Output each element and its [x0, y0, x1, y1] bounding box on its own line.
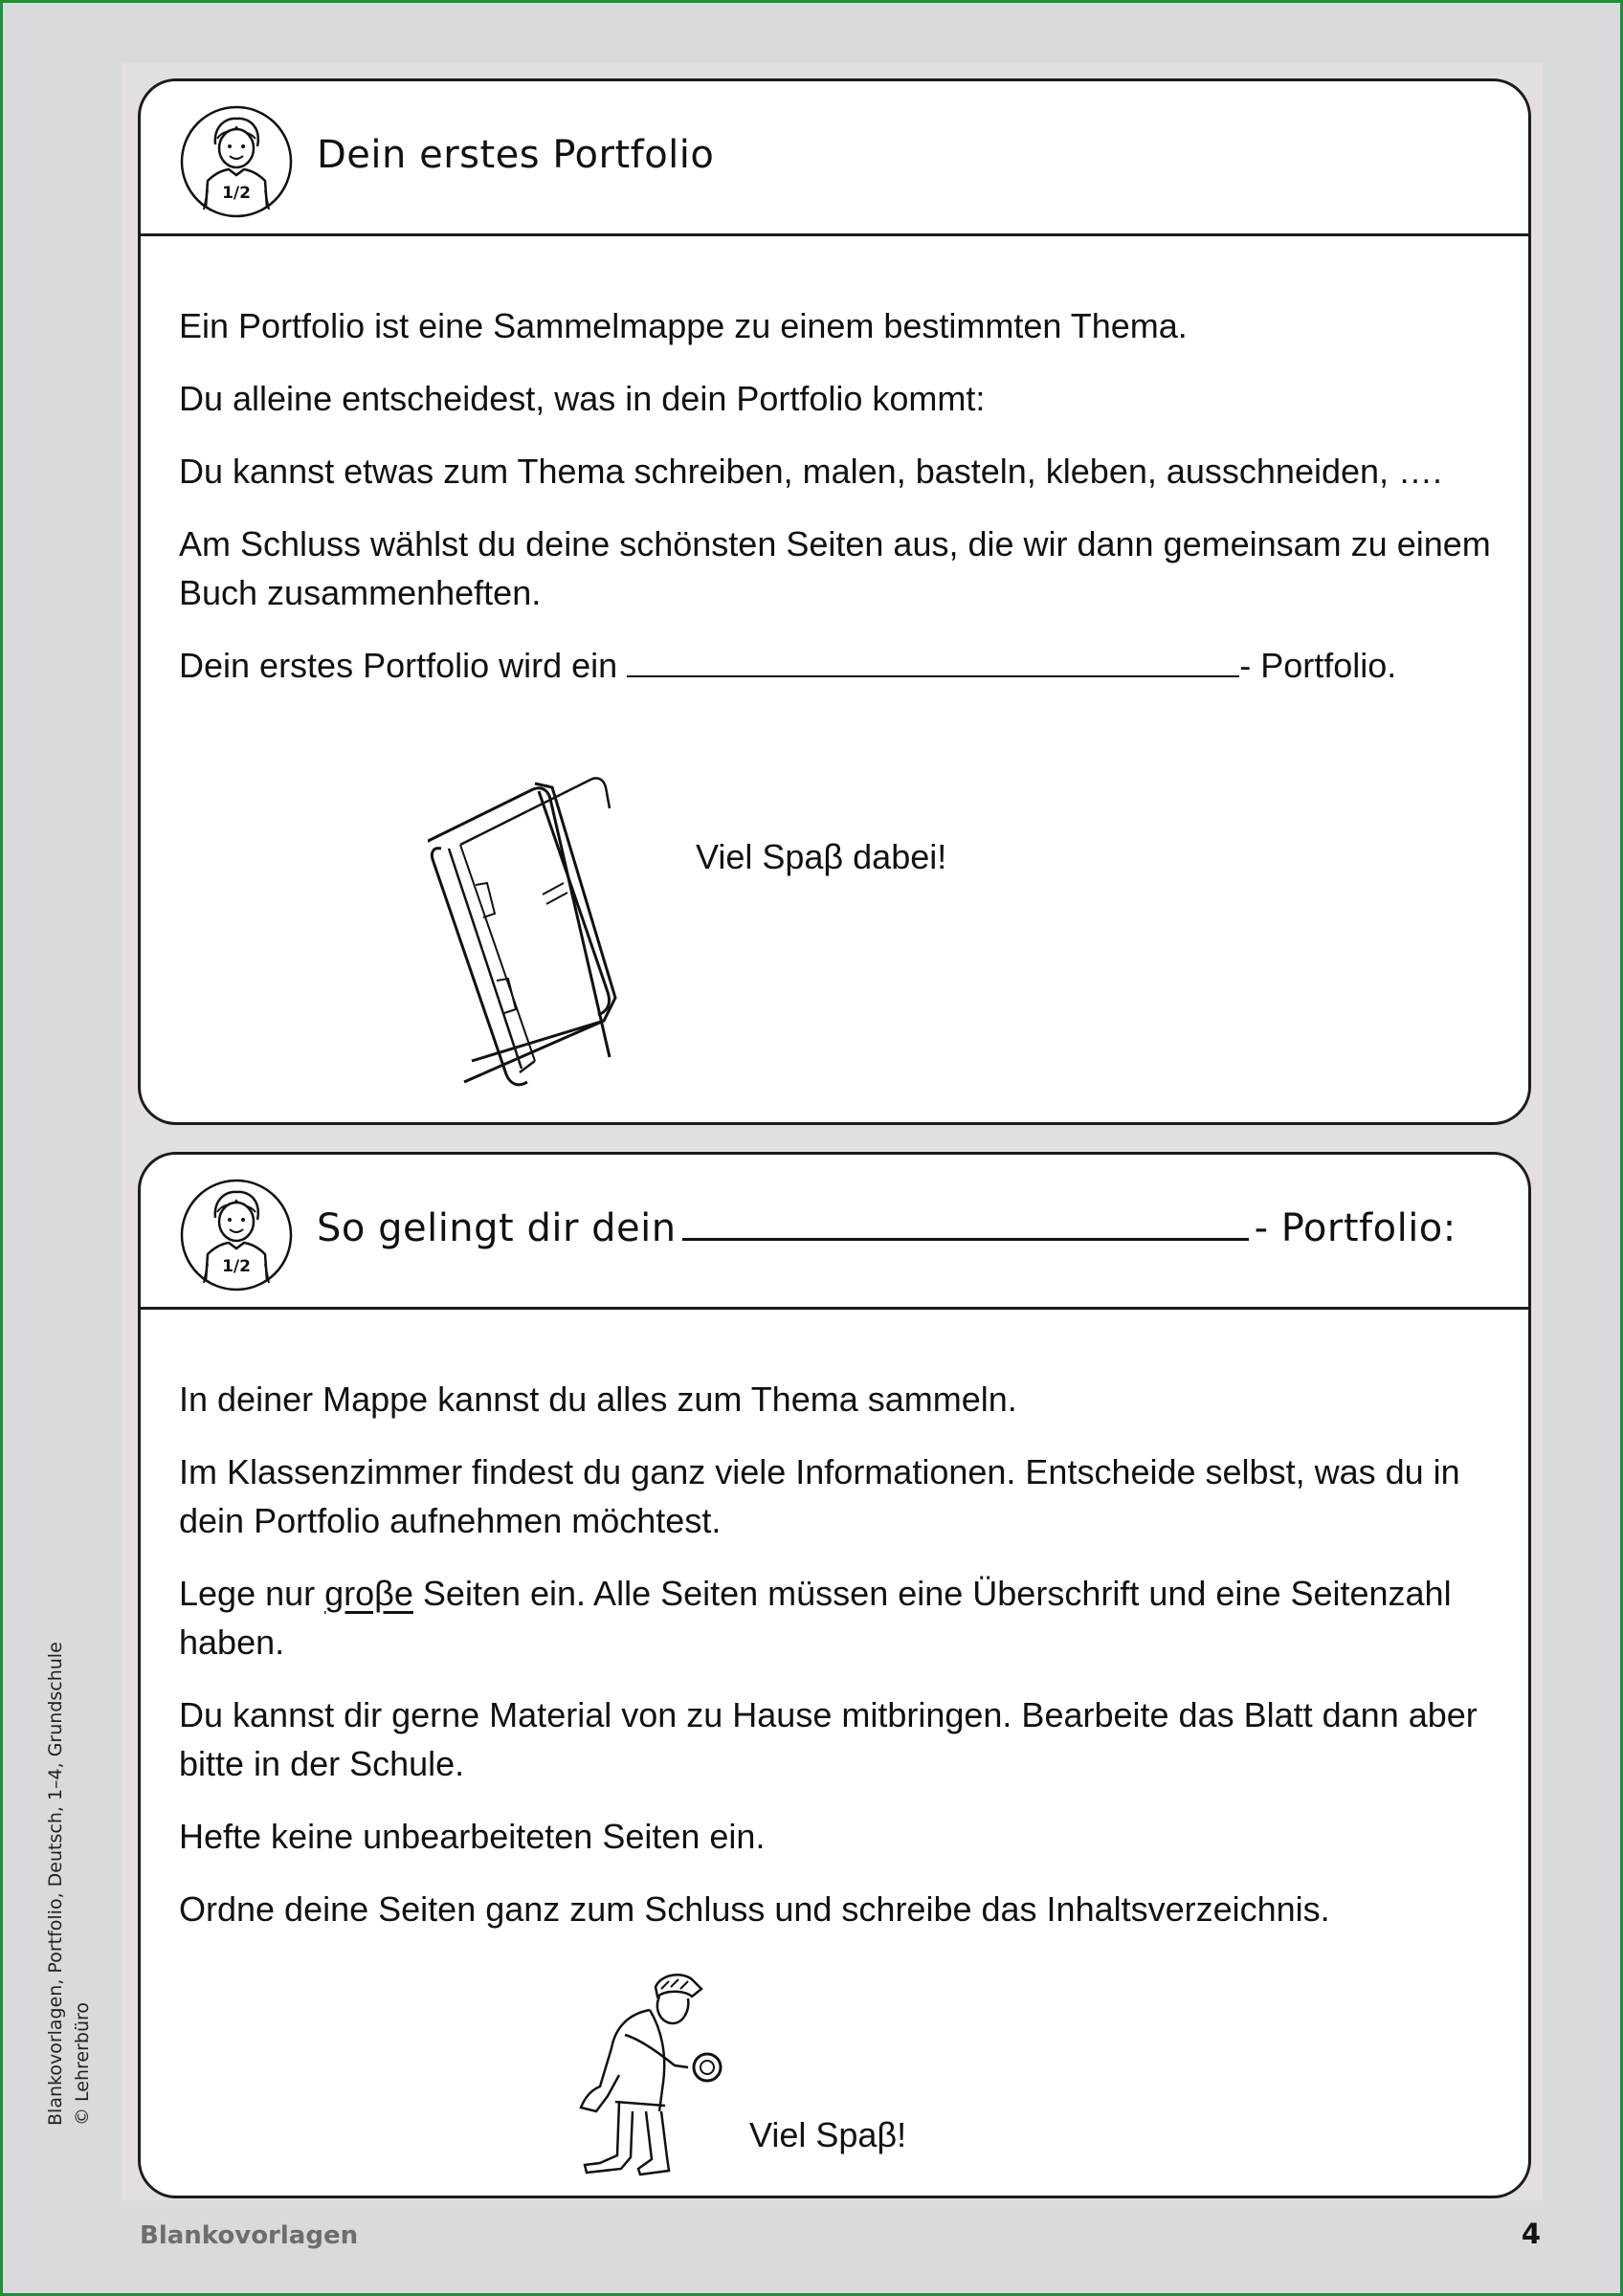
svg-text:1/2: 1/2 — [222, 1257, 251, 1276]
fill-in-suffix: - Portfolio. — [1239, 646, 1397, 685]
copyright-note: Blankovorlagen, Portfolio, Deutsch, 1–4, Grundschule © Lehrerbüro — [45, 1642, 93, 2126]
paragraph: Lege nur groβe Seiten ein. Alle Seiten müssen eine Überschrift und eine Seitenzahl haben. — [179, 1574, 1452, 1662]
card-header — [141, 81, 1528, 236]
card-title — [317, 1206, 1456, 1250]
card-portfolio-rules — [138, 1152, 1531, 2198]
page-number: 4 — [1521, 2218, 1541, 2250]
child-avatar-icon — [179, 104, 294, 219]
fill-in-prefix: Dein erstes Portfolio wird ein — [179, 646, 618, 685]
folder-illustration-icon — [428, 770, 619, 1095]
fill-in-blank[interactable] — [627, 647, 1239, 677]
card-header — [141, 1155, 1528, 1310]
wish-text: Viel Spaβ! — [749, 2115, 907, 2154]
paragraph: Du kannst dir gerne Material von zu Hause mitbringen. Bearbeite das Blatt dann aber bitte in der Schule. — [179, 1695, 1478, 1783]
paragraph: Am Schluss wählst du deine schönsten Seiten aus, die wir dann gemeinsam zu einem Buch zusammenheften. — [179, 524, 1491, 612]
fill-in-sentence — [179, 641, 1500, 690]
card-title: Dein erstes Portfolio — [317, 133, 715, 177]
title-prefix: So gelingt dir dein — [317, 1206, 677, 1250]
title-suffix: - Portfolio: — [1254, 1206, 1456, 1250]
paragraph: Im Klassenzimmer findest du ganz viele Informationen. Entscheide selbst, was du in dein Portfolio aufnehmen möchtest. — [179, 1452, 1460, 1540]
paragraph: Hefte keine unbearbeiteten Seiten ein. — [179, 1817, 766, 1856]
title-blank[interactable] — [682, 1209, 1249, 1241]
wish-text: Viel Spaβ dabei! — [696, 837, 947, 876]
card-body — [179, 301, 1500, 714]
card-first-portfolio — [138, 78, 1531, 1125]
paragraph: Du alleine entscheidest, was in dein Portfolio kommt: — [179, 379, 986, 418]
paragraph: Ordne deine Seiten ganz zum Schluss und schreibe das Inhaltsverzeichnis. — [179, 1889, 1330, 1929]
card-body — [179, 1375, 1500, 1957]
detective-magnifier-icon — [562, 1968, 753, 2188]
paragraph: Ein Portfolio ist eine Sammelmappe zu einem bestimmten Thema. — [179, 306, 1188, 345]
paragraph: In deiner Mappe kannst du alles zum Thema sammeln. — [179, 1380, 1017, 1419]
child-avatar-icon — [179, 1178, 294, 1292]
svg-text:1/2: 1/2 — [222, 184, 251, 203]
underlined-word: groβe — [324, 1574, 413, 1613]
footer-series-title: Blankovorlagen — [140, 2221, 359, 2250]
paragraph: Du kannst etwas zum Thema schreiben, malen, basteln, kleben, ausschneiden, …. — [179, 452, 1443, 491]
